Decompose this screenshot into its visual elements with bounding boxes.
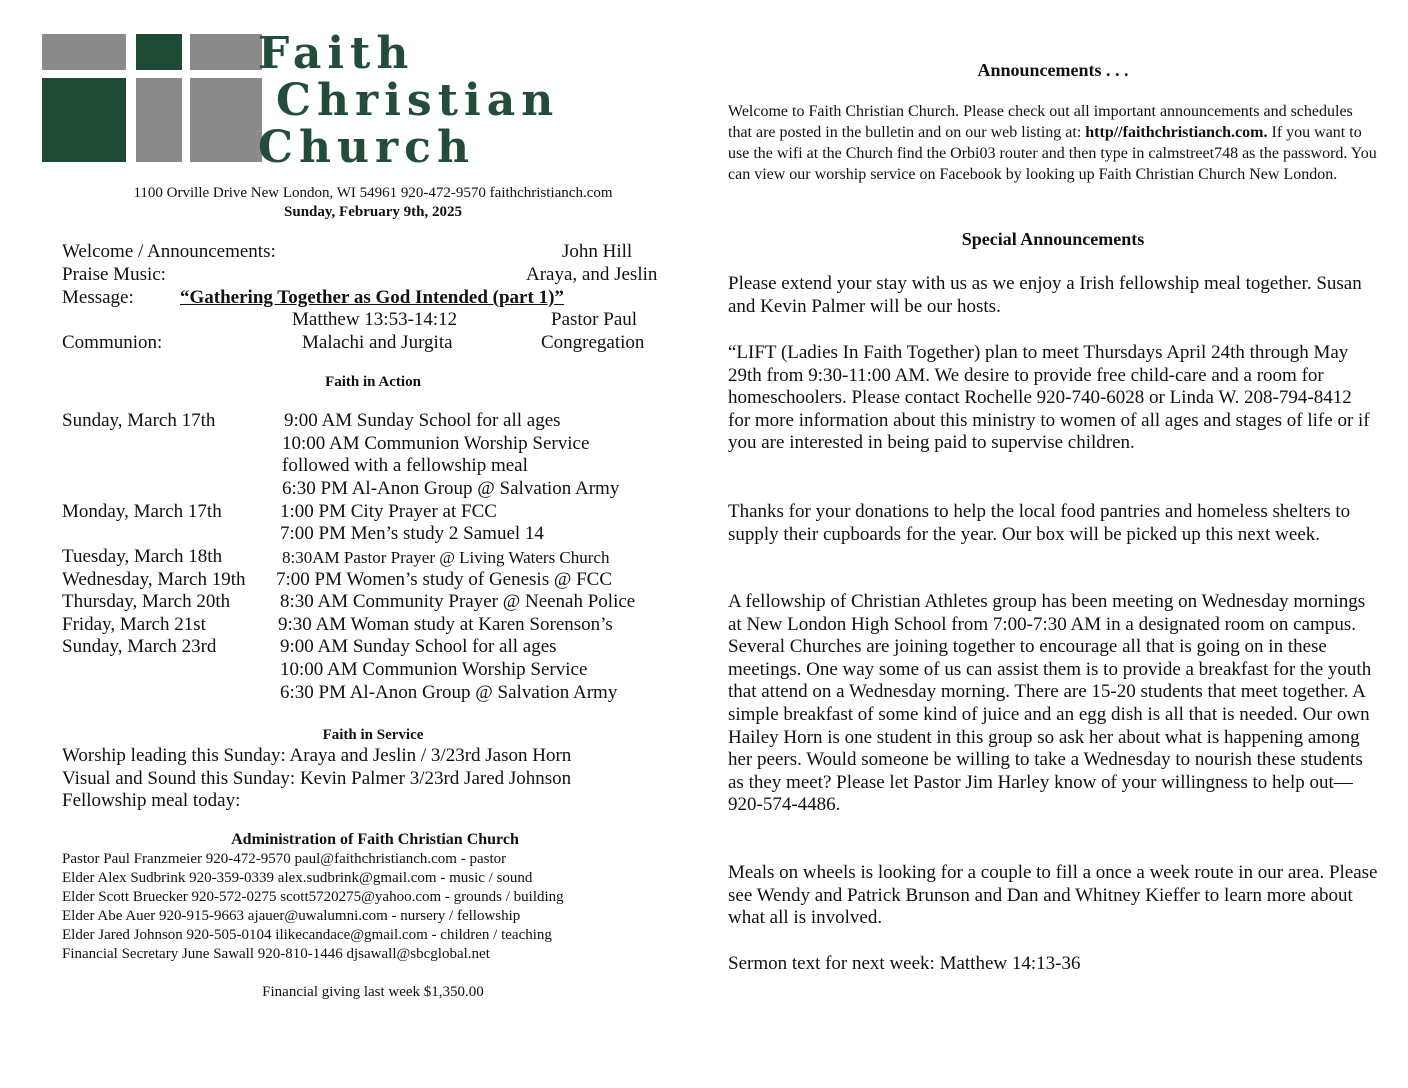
website-link[interactable]: http//faithchristianch.com.	[1085, 124, 1268, 141]
announcement-paragraph: Please extend your stay with us as we enjoy a Irish fellowship meal together. Susan and Kevin Palmer will be our hosts.	[728, 273, 1362, 317]
admin-line: Elder Scott Bruecker 920-572-0275 scott5720275@yahoo.com - grounds / building	[62, 889, 564, 905]
financial-giving: Financial giving last week $1,350.00	[262, 984, 484, 1000]
announcements-heading: Announcements . . .	[977, 60, 1129, 80]
schedule-day: Wednesday, March 19th	[62, 569, 246, 590]
sermon-text-next-week: Sermon text for next week: Matthew 14:13-36	[728, 953, 1081, 974]
service-line: Worship leading this Sunday: Araya and Jeslin / 3/23rd Jason Horn	[62, 745, 572, 766]
administration-heading: Administration of Faith Christian Church	[231, 831, 519, 848]
order-middle: Matthew 13:53-14:12	[292, 309, 458, 330]
logo-block-br	[190, 78, 262, 162]
announcement-paragraph: “LIFT (Ladies In Faith Together) plan to meet Thursdays April 24th through May 29th from 9:30-11:00 AM. We desire to provide free child-care and a room for homeschoolers. Please contact Rochelle 920-740-6028 or Linda W. 208-794-8412 for more information about this ministry to women of all ages and stages of life or if you are interested in being paid to supervise children.	[728, 342, 1370, 454]
service-line: Fellowship meal today:	[62, 790, 241, 811]
order-label: Praise Music:	[62, 264, 166, 285]
welcome-text-post: If you want to use the wifi at the Church find the Orbi03 router and then type in calmstreet748 as the password. You can view our worship service on Facebook by looking up Faith Christian Church New London.	[728, 124, 1377, 183]
faith-in-service-heading: Faith in Service	[322, 727, 424, 743]
logo-block-bl	[42, 78, 126, 162]
header-block	[62, 184, 684, 222]
announcement-paragraph: A fellowship of Christian Athletes group has been meeting on Wednesday mornings at New London High School from 7:00-7:30 AM in a designated room on campus. Several Churches are joining together to encourage all that is going on in these meetings. One way some of us can assist them is to provide a breakfast for the youth that attend on a Wednesday morning. There are 15-20 students that meet together. A simple breakfast of some kind of juice and an egg dish is all that is needed. Our own Hailey Horn is one student in this group so ask her about what is happening among her peers. Would someone be willing to take a Wednesday to nourish these students as they meet? Please let Pastor Jim Harley know of your willingness to help out—920-574-4486.	[728, 591, 1372, 816]
schedule-day: Sunday, March 23rd	[62, 636, 217, 657]
order-right: John Hill	[562, 241, 633, 262]
schedule-event: 10:00 AM Communion Worship Service	[280, 659, 588, 680]
message-title: “Gathering Together as God Intended (part 1)”	[180, 287, 564, 308]
announcement-paragraph: Thanks for your donations to help the local food pantries and homeless shelters to supply their cupboards for the year. Our box will be picked up this next week.	[728, 501, 1351, 545]
admin-line: Elder Jared Johnson 920-505-0104 ilikecandace@gmail.com - children / teaching	[62, 927, 552, 943]
logo-block-bm	[136, 78, 182, 162]
order-right: Araya, and Jeslin	[526, 264, 658, 285]
schedule-day: Thursday, March 20th	[62, 591, 231, 612]
order-label: Welcome / Announcements:	[62, 241, 276, 262]
schedule-day: Sunday, March 17th	[62, 410, 216, 431]
logo-block-tm	[136, 34, 182, 70]
admin-line: Elder Abe Auer 920-915-9663 ajauer@uwalumni.com - nursery / fellowship	[62, 908, 521, 924]
announcement-paragraph: Meals on wheels is looking for a couple to fill a once a week route in our area. Please see Wendy and Patrick Brunson and Dan and Whitney Kieffer to learn more about what all is involved.	[728, 862, 1378, 929]
service-line: Visual and Sound this Sunday: Kevin Palmer 3/23rd Jared Johnson	[62, 768, 572, 789]
faith-in-action-heading: Faith in Action	[325, 374, 421, 390]
order-right: Pastor Paul	[551, 309, 638, 330]
schedule-event: followed with a fellowship meal	[282, 455, 528, 476]
welcome-paragraph	[728, 101, 1378, 185]
admin-line: Elder Alex Sudbrink 920-359-0339 alex.sudbrink@gmail.com - music / sound	[62, 870, 533, 886]
admin-line: Financial Secretary June Sawall 920-810-1446 djsawall@sbcglobal.net	[62, 946, 490, 962]
schedule-event: 7:00 PM Men’s study 2 Samuel 14	[280, 523, 544, 544]
order-label: Communion:	[62, 332, 163, 353]
schedule-day: Friday, March 21st	[62, 614, 206, 635]
logo-block-tl	[42, 34, 126, 70]
schedule-event: 6:30 PM Al-Anon Group @ Salvation Army	[280, 682, 618, 703]
welcome-text-pre: Welcome to Faith Christian Church. Please check out all important announcements and schedules that are posted in the bulletin and on our web listing at:	[728, 103, 1353, 141]
logo-block-tr	[190, 34, 262, 70]
special-announcements-heading: Special Announcements	[961, 229, 1145, 249]
admin-line: Pastor Paul Franzmeier 920-472-9570 paul@faithchristianch.com - pastor	[62, 851, 507, 867]
schedule-event: 9:00 AM Sunday School for all ages	[284, 410, 561, 431]
schedule-event: 9:00 AM Sunday School for all ages	[280, 636, 557, 657]
logo-line-2: Christian	[276, 75, 560, 126]
logo-line-3: Church	[258, 122, 475, 173]
logo-line-1: Faith	[258, 28, 415, 79]
logo-wordmark	[258, 30, 559, 171]
service-date: Sunday, February 9th, 2025	[284, 204, 462, 220]
church-address: 1100 Orville Drive New London, WI 54961 920-472-9570 faithchristianch.com	[133, 185, 613, 201]
schedule-day: Tuesday, March 18th	[62, 546, 223, 567]
schedule-event: 1:00 PM City Prayer at FCC	[280, 501, 497, 522]
order-right: Congregation	[541, 332, 645, 353]
schedule-event: 10:00 AM Communion Worship Service	[282, 433, 590, 454]
order-middle: Malachi and Jurgita	[302, 332, 453, 353]
order-label: Message:	[62, 287, 134, 308]
schedule-event: 6:30 PM Al-Anon Group @ Salvation Army	[282, 478, 620, 499]
schedule-event: 8:30AM Pastor Prayer @ Living Waters Church	[282, 548, 610, 567]
schedule-event: 8:30 AM Community Prayer @ Neenah Police	[280, 591, 636, 612]
schedule-event: 9:30 AM Woman study at Karen Sorenson’s	[278, 614, 613, 635]
schedule-day: Monday, March 17th	[62, 501, 222, 522]
schedule-event: 7:00 PM Women’s study of Genesis @ FCC	[276, 569, 613, 590]
